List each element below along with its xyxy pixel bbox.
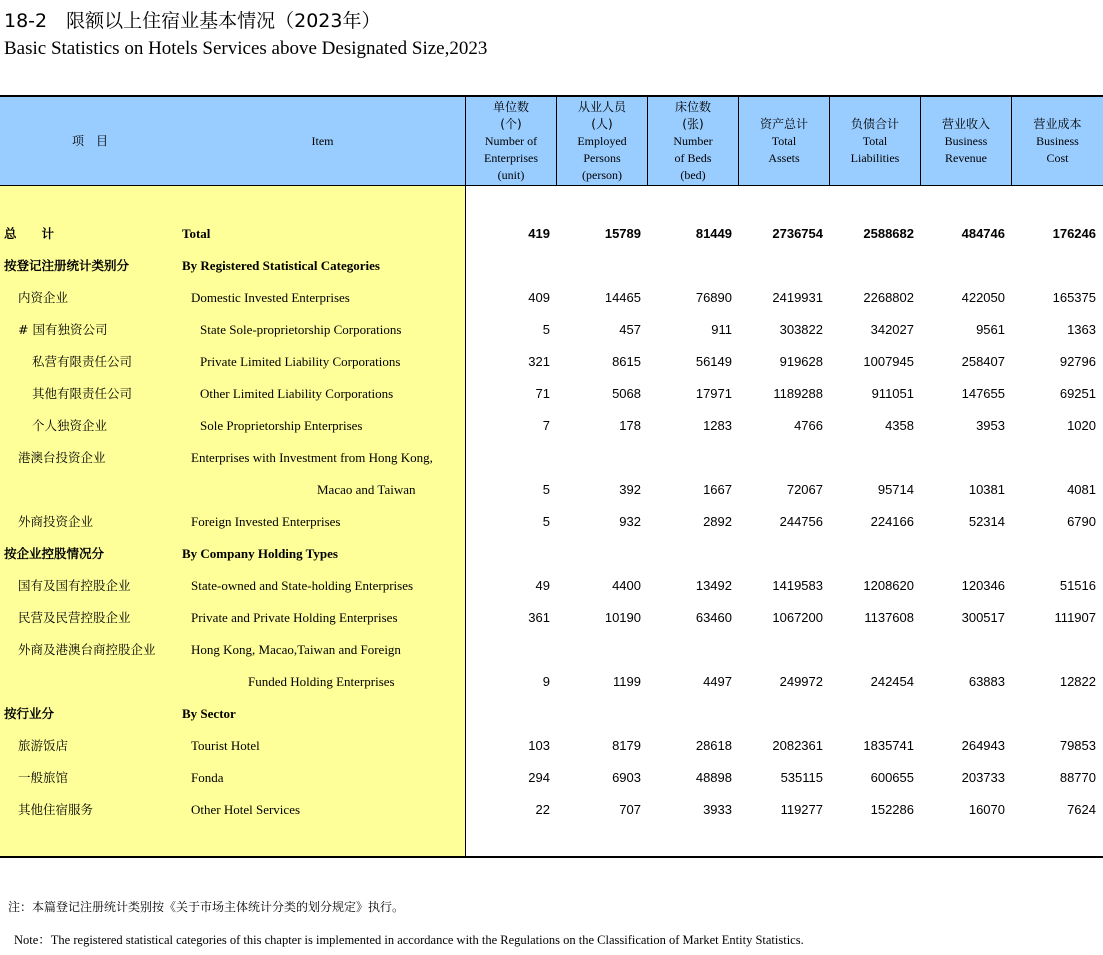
table-cell: 4766 xyxy=(794,418,823,433)
row-label-en: Private Limited Liability Corporations xyxy=(200,354,401,369)
table-cell: 5 xyxy=(542,482,550,497)
row-label-en: By Registered Statistical Categories xyxy=(182,258,380,273)
table-row xyxy=(0,538,1103,570)
row-label-en: Total xyxy=(182,226,211,241)
table-cell: 457 xyxy=(619,322,641,337)
row-label-en: Foreign Invested Enterprises xyxy=(191,514,341,529)
table-cell: 16070 xyxy=(968,802,1005,817)
row-label-zh: 总 计 xyxy=(4,226,55,241)
row-label-en: Private and Private Holding Enterprises xyxy=(191,610,398,625)
row-label-en: State Sole-proprietorship Corporations xyxy=(200,322,402,337)
table-cell: 4358 xyxy=(885,418,914,433)
row-label-zh: 按登记注册统计类别分 xyxy=(4,258,130,273)
row-label-en: Domestic Invested Enterprises xyxy=(191,290,350,305)
table-cell: 1137608 xyxy=(864,610,914,625)
table-cell: 147655 xyxy=(961,386,1005,401)
table-cell: 63460 xyxy=(695,610,732,625)
header-beds: 床位数 (张) Number of Beds (bed) xyxy=(673,99,713,182)
table-cell: 203733 xyxy=(961,770,1005,785)
header-assets: 资产总计 Total Assets xyxy=(759,116,808,165)
table-cell: 409 xyxy=(528,290,550,305)
row-label-zh: 私营有限责任公司 xyxy=(32,354,133,369)
header-employed: 从业人员 (人) Employed Persons (person) xyxy=(577,99,627,182)
table-cell: 103 xyxy=(528,738,550,753)
table-cell: 95714 xyxy=(877,482,914,497)
row-label-en: State-owned and State-holding Enterprises xyxy=(191,578,414,593)
table-row xyxy=(0,506,1103,538)
table-bottom-border xyxy=(0,856,1103,858)
table-cell: 49 xyxy=(535,578,550,593)
table-cell: 1208620 xyxy=(863,578,914,593)
table-cell: 300517 xyxy=(961,610,1005,625)
header-liabilities: 负债合计 Total Liabilities xyxy=(850,116,900,165)
table-cell: 4400 xyxy=(612,578,641,593)
row-label-en: Tourist Hotel xyxy=(191,738,260,753)
table-row xyxy=(0,666,1103,698)
row-label-zh: 国有及国有控股企业 xyxy=(18,578,131,593)
table-cell: 1363 xyxy=(1067,322,1096,337)
table-cell: 5 xyxy=(542,514,550,529)
table-cell: 258407 xyxy=(961,354,1005,369)
table-cell: 13492 xyxy=(695,578,732,593)
table-cell: 7 xyxy=(542,418,550,433)
row-label-zh: 按企业控股情况分 xyxy=(4,546,105,561)
row-label-en: Sole Proprietorship Enterprises xyxy=(200,418,363,433)
table-cell: 28618 xyxy=(695,738,732,753)
table-cell: 176246 xyxy=(1052,226,1096,241)
table-cell: 2588682 xyxy=(863,226,914,241)
table-cell: 1835741 xyxy=(863,738,914,753)
row-label-en: Other Limited Liability Corporations xyxy=(200,386,394,401)
table-row xyxy=(0,570,1103,602)
table-cell: 111907 xyxy=(1054,610,1096,625)
table-cell: 294 xyxy=(528,770,550,785)
table-cell: 9561 xyxy=(976,322,1005,337)
table-cell: 707 xyxy=(619,802,641,817)
table-cell: 10381 xyxy=(968,482,1005,497)
row-label-en: By Sector xyxy=(182,706,236,721)
table-cell: 4081 xyxy=(1067,482,1096,497)
table-cell: 1067200 xyxy=(772,610,823,625)
table-cell: 8615 xyxy=(612,354,641,369)
table-cell: 9 xyxy=(542,674,550,689)
table-cell: 1419583 xyxy=(772,578,823,593)
table-row xyxy=(0,602,1103,634)
table-cell: 152286 xyxy=(870,802,914,817)
table-cell: 10190 xyxy=(604,610,641,625)
table-row xyxy=(0,474,1103,506)
row-label-en: By Company Holding Types xyxy=(182,546,338,561)
table-cell: 52314 xyxy=(968,514,1005,529)
table-cell: 422050 xyxy=(961,290,1005,305)
table-cell: 6790 xyxy=(1067,514,1096,529)
table-row xyxy=(0,762,1103,794)
table-row xyxy=(0,282,1103,314)
row-label-en: Macao and Taiwan xyxy=(317,482,416,497)
table-cell: 79853 xyxy=(1059,738,1096,753)
table-cell: 6903 xyxy=(612,770,641,785)
table-cell: 8179 xyxy=(612,738,641,753)
table-cell: 120346 xyxy=(961,578,1005,593)
table-cell: 71 xyxy=(535,386,550,401)
table-cell: 2736754 xyxy=(772,226,823,241)
table-cell: 264943 xyxy=(961,738,1005,753)
table-cell: 1667 xyxy=(703,482,732,497)
table-cell: 92796 xyxy=(1059,354,1096,369)
header-cost: 营业成本 Business Cost xyxy=(1033,116,1082,165)
row-label-zh: 内资企业 xyxy=(18,290,69,305)
table-cell: 4497 xyxy=(703,674,732,689)
row-label-zh: 按行业分 xyxy=(4,706,55,721)
table-cell: 249972 xyxy=(779,674,823,689)
table-row xyxy=(0,410,1103,442)
header-enterprises: 单位数 (个) Number of Enterprises (unit) xyxy=(484,99,538,182)
row-label-zh: 港澳台投资企业 xyxy=(18,450,106,465)
row-label-zh: 民营及民营控股企业 xyxy=(18,610,131,625)
table-cell: 69251 xyxy=(1059,386,1096,401)
table-cell: 3933 xyxy=(703,802,732,817)
table-cell: 224166 xyxy=(870,514,914,529)
row-label-en: Other Hotel Services xyxy=(191,802,301,817)
table-cell: 911051 xyxy=(871,386,914,401)
table-cell: 88770 xyxy=(1059,770,1096,785)
table-row xyxy=(0,634,1103,666)
table-cell: 361 xyxy=(528,610,550,625)
header-revenue: 营业收入 Business Revenue xyxy=(941,116,990,165)
table-cell: 1283 xyxy=(703,418,732,433)
table-cell: 2268802 xyxy=(863,290,914,305)
note-en: Note：The registered statistical categories of this chapter is implemented in accordance with the Regulations on the Classification of Market Entity Statistics. xyxy=(14,933,804,947)
table-cell: 911 xyxy=(711,322,732,337)
row-label-zh: 外商及港澳台商控股企业 xyxy=(18,642,156,657)
table-cell: 342027 xyxy=(870,322,914,337)
table-cell: 600655 xyxy=(870,770,914,785)
table-cell: 1199 xyxy=(613,674,641,689)
table-cell: 2419931 xyxy=(772,290,823,305)
table-cell: 76890 xyxy=(695,290,732,305)
table-cell: 321 xyxy=(528,354,550,369)
table-cell: 63883 xyxy=(968,674,1005,689)
table-cell: 5068 xyxy=(612,386,641,401)
statistics-table xyxy=(0,95,1103,859)
table-cell: 419 xyxy=(528,226,550,241)
page-title-zh: 18-2 限额以上住宿业基本情况（2023年） xyxy=(4,10,381,32)
table-cell: 17971 xyxy=(695,386,732,401)
table-cell: 72067 xyxy=(786,482,823,497)
table-row xyxy=(0,346,1103,378)
row-label-zh: 其他住宿服务 xyxy=(18,802,94,817)
row-label-en: Fonda xyxy=(191,770,224,785)
table-cell: 14465 xyxy=(604,290,641,305)
table-cell: 535115 xyxy=(780,770,823,785)
page-title-en: Basic Statistics on Hotels Services above Designated Size,2023 xyxy=(4,38,488,59)
table-cell: 12822 xyxy=(1059,674,1096,689)
table-row xyxy=(0,698,1103,730)
table-row xyxy=(0,442,1103,474)
row-label-zh: 旅游饭店 xyxy=(18,738,69,753)
table-cell: 81449 xyxy=(695,226,732,241)
table-cell: 56149 xyxy=(695,354,732,369)
table-row xyxy=(0,218,1103,250)
table-cell: 165375 xyxy=(1052,290,1096,305)
row-label-en: Hong Kong, Macao,Taiwan and Foreign xyxy=(191,642,401,657)
header-divider xyxy=(0,185,1103,186)
table-row xyxy=(0,794,1103,826)
table-row xyxy=(0,314,1103,346)
row-label-zh: 外商投资企业 xyxy=(18,514,94,529)
table-cell: 178 xyxy=(619,418,641,433)
row-label-en: Enterprises with Investment from Hong Kong, xyxy=(191,450,433,465)
row-label-zh: 一般旅馆 xyxy=(18,770,69,785)
table-cell: 15789 xyxy=(604,226,641,241)
note-zh: 注：本篇登记注册统计类别按《关于市场主体统计分类的划分规定》执行。 xyxy=(8,900,405,914)
table-cell: 1007945 xyxy=(863,354,914,369)
header-item-en: Item xyxy=(311,133,334,148)
table-cell: 1020 xyxy=(1067,418,1096,433)
table-cell: 48898 xyxy=(695,770,732,785)
row-label-zh: 个人独资企业 xyxy=(32,418,108,433)
table-cell: 7624 xyxy=(1067,802,1096,817)
table-cell: 22 xyxy=(535,802,550,817)
table-cell: 2082361 xyxy=(772,738,823,753)
table-cell: 3953 xyxy=(976,418,1005,433)
header-item-zh: 项 目 xyxy=(71,133,108,148)
table-row xyxy=(0,730,1103,762)
table-row xyxy=(0,250,1103,282)
table-cell: 484746 xyxy=(961,226,1005,241)
table-cell: 303822 xyxy=(779,322,823,337)
table-cell: 2892 xyxy=(703,514,732,529)
table-cell: 1189288 xyxy=(773,386,823,401)
table-cell: 119277 xyxy=(780,802,823,817)
row-label-zh: # 国有独资公司 xyxy=(18,322,108,337)
table-cell: 244756 xyxy=(779,514,823,529)
table-cell: 932 xyxy=(619,514,641,529)
table-cell: 242454 xyxy=(870,674,914,689)
table-cell: 919628 xyxy=(779,354,823,369)
row-label-en: Funded Holding Enterprises xyxy=(248,674,395,689)
row-label-zh: 其他有限责任公司 xyxy=(32,386,133,401)
table-row xyxy=(0,378,1103,410)
table-cell: 5 xyxy=(542,322,550,337)
table-cell: 392 xyxy=(619,482,641,497)
table-cell: 51516 xyxy=(1059,578,1096,593)
